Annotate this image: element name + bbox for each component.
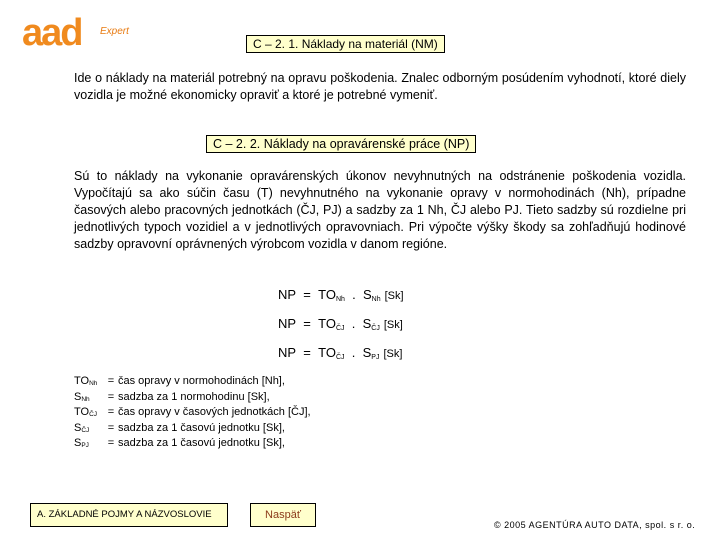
legend-row: $S_{PJ}$ = sadzba za 1 časovú jednotku [Sk],	[74, 437, 285, 449]
legend-row: $S_{ČJ}$ = sadzba za 1 časovú jednotku [Sk],	[74, 421, 285, 434]
section-heading-labor: C – 2. 2. Náklady na opravárenské práce (NP)	[206, 135, 476, 153]
paragraph-material: Ide o náklady na materiál potrebný na opravu poškodenia. Znalec odborným posúdením vyhodnotí, ktoré diely vozidla je možné ekonomicky opraviť a ktoré je potrebné vymeniť.	[74, 71, 686, 102]
symbol-legend	[74, 375, 311, 453]
formula-1: NP = $TO_{Nh}$ . $S_{Nh}$ [Sk]	[278, 287, 404, 303]
logo-sub-text: Expert	[100, 26, 129, 37]
company-logo	[22, 14, 142, 54]
logo-main-text: aad	[22, 12, 82, 54]
back-button[interactable]: Naspäť	[250, 503, 316, 527]
legend-row: $S_{Nh}$ = sadzba za 1 normohodinu [Sk],	[74, 390, 270, 403]
formula-3: NP = $TO_{ČJ}$ . $S_{PJ}$ [Sk]	[278, 345, 403, 361]
formula-2: NP = $TO_{ČJ}$ . $S_{ČJ}$ [Sk]	[278, 316, 403, 332]
paragraph-labor: Sú to náklady na vykonanie opravárenských úkonov nevyhnutných na odstránenie poškodenia vozidla. Vypočítajú sa ako súčin času (T) nevyhnutného na vykonanie opravy v normohodinách (Nh), prípadne časových alebo pracovných jednotkách (ČJ, PJ) a sadzby za 1 Nh, ČJ alebo PJ. Tieto sadzby sú rozdielne pri jednotlivých typoch vozidiel a v jednotlivých opravovniach. Pri výpočte výšky škody sa zohľadňujú hodinové sadzby opravovní oprávnených výrobcom vozidla v danom regióne.	[74, 169, 686, 251]
section-heading-material: C – 2. 1. Náklady na materiál (NM)	[246, 35, 445, 53]
nav-back-section-button[interactable]: A. ZÁKLADNÉ POJMY A NÁZVOSLOVIE	[30, 503, 228, 527]
legend-row: $TO_{Nh}$ = čas opravy v normohodinách [Nh],	[74, 375, 285, 387]
copyright-text: © 2005 AGENTÚRA AUTO DATA, spol. s r. o.	[494, 520, 696, 530]
legend-row: $TO_{ČJ}$ = čas opravy v časových jednotkách [ČJ],	[74, 406, 311, 418]
